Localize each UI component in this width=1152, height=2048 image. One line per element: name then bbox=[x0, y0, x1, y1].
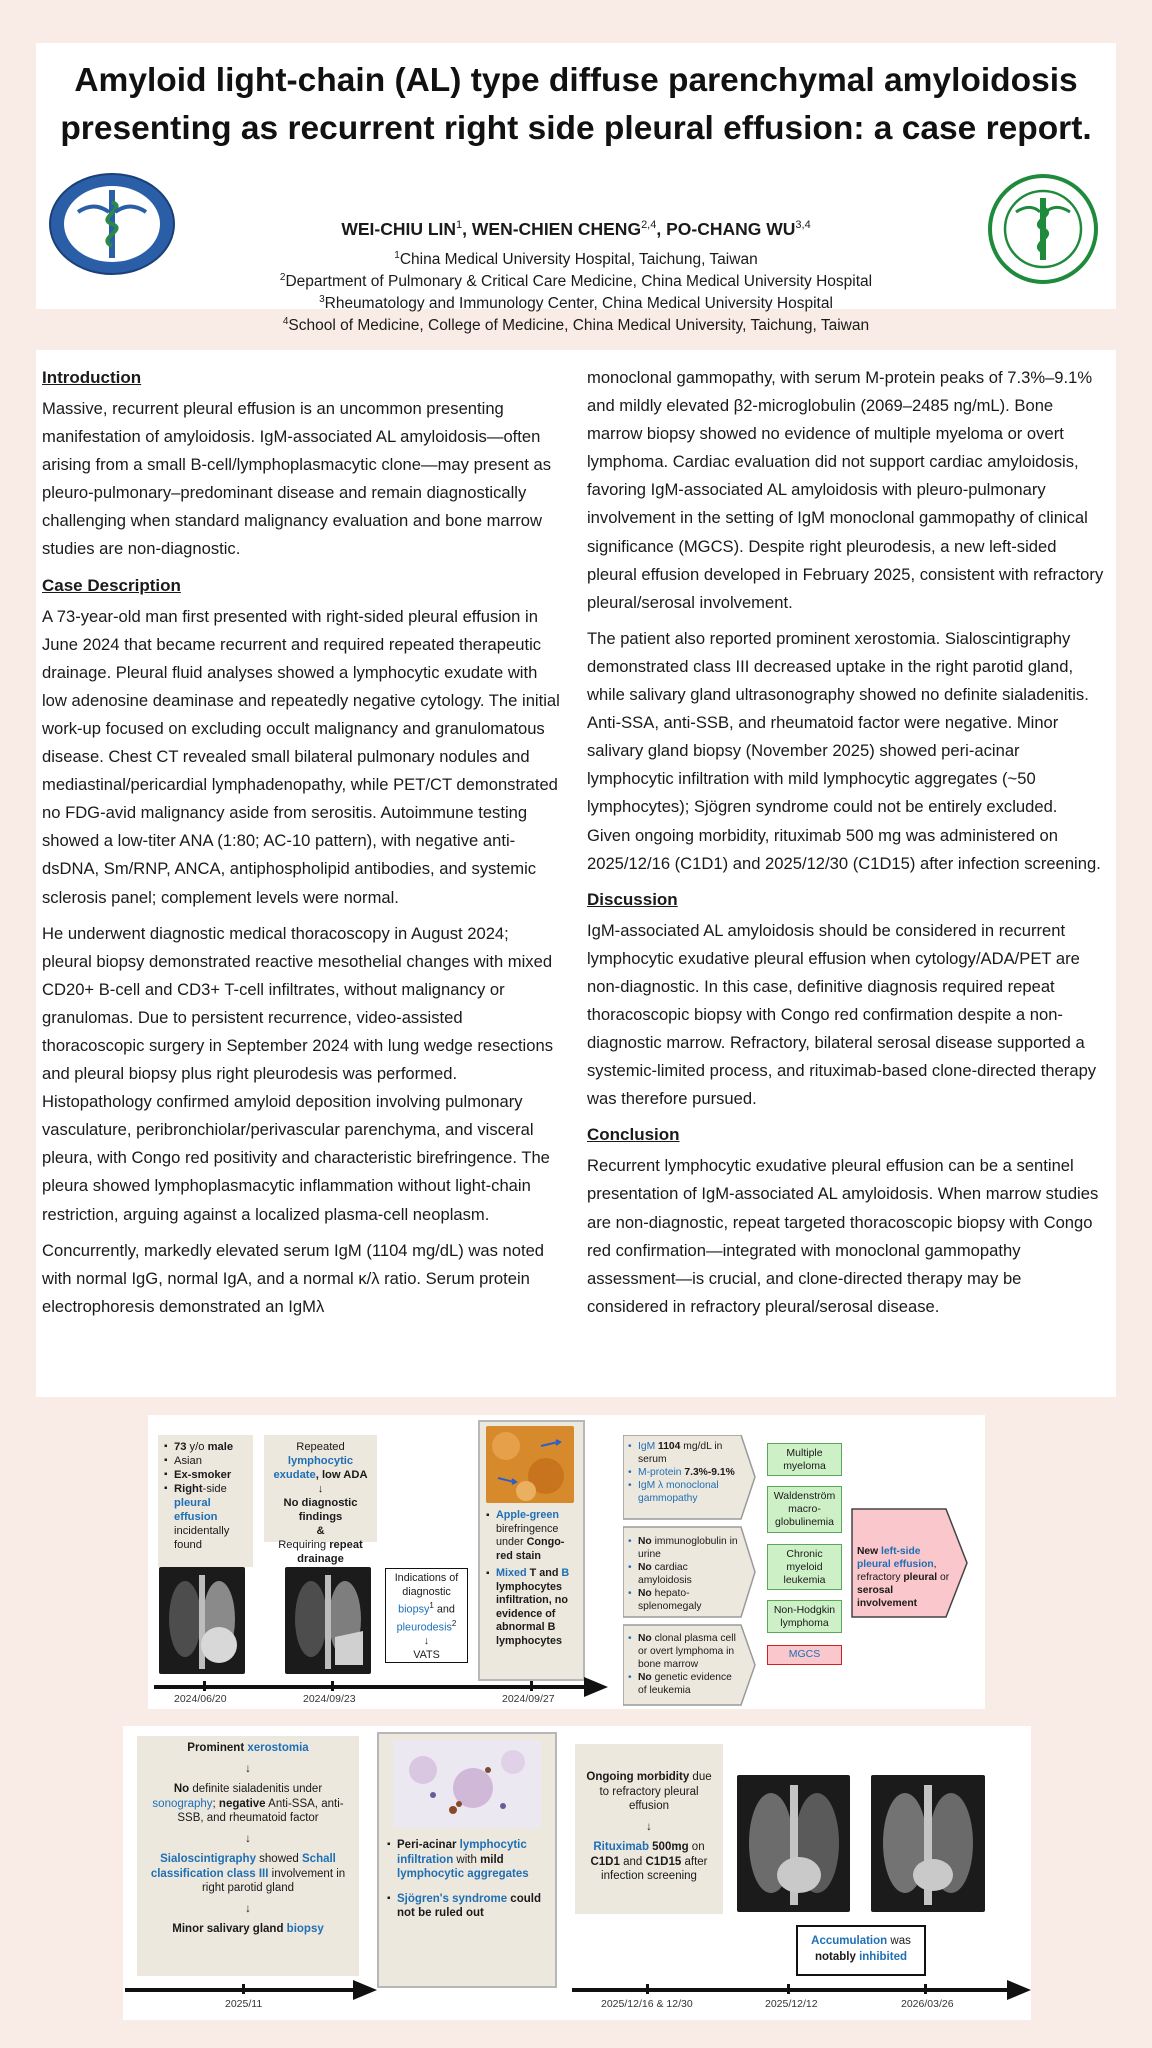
timeline-axis bbox=[572, 1988, 1012, 1992]
patient-ethnicity: ▪ Asian bbox=[164, 1454, 247, 1468]
case-paragraph-3-cont: monoclonal gammopathy, with serum M-protein peaks of 7.3%–9.1% and mildly elevated β2-microglobulin (2069–2485 ng/mL). Bone marrow biopsy showed no evidence of multiple myeloma or overt lymphoma. Cardiac evaluation did not support cardiac amyloidosis, favoring IgM-associated AL amyloidosis with pleuro-pulmonary involvement in the setting of IgM monoclonal gammopathy of clinical significance (MGCS). Despite right pleurodesis, a new left-sided pleural effusion developed in February 2025, consistent with refractory pleural/serosal involvement. bbox=[587, 368, 1104, 612]
left-column bbox=[42, 364, 560, 1329]
igm-level: • IgM 1104 mg/dL in serum bbox=[628, 1440, 738, 1466]
patient-age: ▪ 73 y/o male bbox=[164, 1440, 247, 1454]
rituximab-box: Ongoing morbidity due to refractory pleural effusion ↓ Rituximab 500mg on C1D1 and C1D15 after infection screening bbox=[575, 1744, 723, 1914]
affiliation bbox=[36, 294, 1116, 313]
timeline-axis bbox=[154, 1685, 590, 1689]
affiliation bbox=[36, 250, 1116, 269]
timeline-date: 2025/12/16 & 12/30 bbox=[601, 1998, 693, 2010]
diff-cml: Chronic myeloid leukemia bbox=[767, 1544, 842, 1590]
poster-header bbox=[36, 43, 1116, 335]
lymphocytes-item: ▪ Mixed T and B lymphocytes infiltration, no evidence of abnormal B lymphocytes bbox=[486, 1567, 577, 1648]
chest-xray-image bbox=[285, 1567, 371, 1674]
accumulation-box: Accumulation was notably inhibited bbox=[796, 1925, 926, 1976]
case-paragraph-3: Concurrently, markedly elevated serum IgM (1104 mg/dL) was noted with normal IgG, normal IgA, and a normal κ/λ ratio. Serum protein electrophoresis demonstrated an IgMλ bbox=[42, 1240, 545, 1316]
timeline-date: 2026/03/26 bbox=[901, 1998, 954, 2010]
diff-waldenstrom: Waldenström macro-globulinemia bbox=[767, 1486, 842, 1533]
drainage-box: Repeated lymphocytic exudate, low ADA ↓ No diagnostic findings & Requiring repeat drainage bbox=[264, 1435, 377, 1542]
diff-nhl: Non-Hodgkin lymphoma bbox=[767, 1600, 842, 1633]
timeline-date: 2025/11 bbox=[225, 1998, 263, 2010]
introduction-heading: Introduction bbox=[42, 368, 142, 387]
timeline-tick bbox=[924, 1984, 927, 1994]
timeline-date: 2024/09/23 bbox=[303, 1693, 356, 1705]
sjogren-item: ▪ Sjögren's syndrome could not be ruled out bbox=[387, 1892, 547, 1921]
right-column bbox=[587, 364, 1105, 1329]
case-paragraph-2: He underwent diagnostic medical thoracoscopy in August 2024; pleural biopsy demonstrated reactive mesothelial changes with mixed CD20+ B-cell and CD3+ T-cell infiltrates, without malignancy or granulomas. Due to persistent recurrence, video-assisted thoracoscopic surgery in September 2024 with lung wedge resections and pleural biopsy plus right pleurodesis was performed. Histopathology confirmed amyloid deposition involving pulmonary vasculature, peribronchiolar/perivascular parenchyma, and visceral pleura, with Congo red positivity and characteristic birefringence. The pleura showed lymphoplasmacytic inflammation without light-chain restriction, arguing against a localized plasma-cell neoplasm. bbox=[42, 923, 554, 1224]
timeline-tick bbox=[646, 1984, 649, 1994]
affil-sup: 4 bbox=[282, 316, 289, 327]
marrow-findings bbox=[628, 1632, 740, 1697]
case-paragraph-1: A 73-year-old man first presented with right-sided pleural effusion in June 2024 that became recurrent and required repeated therapeutic drainage. Pleural fluid analyses showed a lymphocytic exudate with low adenosine deaminase and repeatedly negative cytology. The initial work-up focused on excluding occult malignancy and granulomatous disease. Chest CT revealed small bilateral pulmonary nodules and mediastinal/pericardial lymphadenopathy, while PET/CT demonstrated no FDG-avid malignancy aside from serositis. Autoimmune testing showed a low-titer ANA (1:80; AC-10 pattern), with negative anti-dsDNA, Sm/RNP, ANCA, antiphospholipid antibodies, and systemic sclerosis panel; complement levels were normal. bbox=[42, 606, 560, 907]
title-line-2: presenting as recurrent right side pleural effusion: a case report. bbox=[60, 110, 1092, 147]
timeline-tick bbox=[242, 1984, 245, 1994]
patient-box bbox=[158, 1435, 253, 1567]
timeline-date: 2025/12/12 bbox=[765, 1998, 818, 2010]
mgcs-box: MGCS bbox=[767, 1645, 842, 1665]
author-name: WEI-CHIU LIN bbox=[341, 219, 457, 239]
genetic-finding: • No genetic evidence of leukemia bbox=[628, 1671, 740, 1697]
down-arrow-icon: ↓ bbox=[646, 1820, 652, 1833]
chest-xray-image bbox=[737, 1775, 850, 1912]
igm-lambda: • IgM λ monoclonal gammopathy bbox=[628, 1479, 738, 1505]
congo-red-histology-image bbox=[486, 1426, 574, 1503]
pathology-box bbox=[478, 1420, 585, 1681]
mprotein-level: • M-protein 7.3%-9.1% bbox=[628, 1466, 738, 1479]
cardiac-finding: • No cardiac amyloidosis bbox=[628, 1561, 740, 1587]
timeline-panel-2 bbox=[123, 1726, 1031, 2020]
title-line-1: Amyloid light-chain (AL) type diffuse parenchymal amyloidosis bbox=[74, 62, 1078, 99]
down-arrow-icon: ↓ bbox=[245, 1762, 251, 1775]
affiliation bbox=[36, 316, 1116, 335]
xerostomia-box: Prominent xerostomia ↓ No definite sialadenitis under sonography; negative Anti-SSA, anti-SSB, and rheumatoid factor ↓ Sialoscintigraphy showed Schall classification class III involvement in right parotid gland ↓ Minor salivary gland biopsy bbox=[137, 1736, 359, 1976]
infiltration-item: ▪ Peri-acinar lymphocytic infiltration with mild lymphocytic aggregates bbox=[387, 1838, 547, 1882]
timeline-tick bbox=[203, 1681, 206, 1691]
salivary-pathology-box bbox=[377, 1732, 557, 1988]
affil-text: Department of Pulmonary & Critical Care Medicine, China Medical University Hospital bbox=[285, 273, 873, 291]
author-sup: 2,4 bbox=[641, 219, 657, 232]
down-arrow-icon: ↓ bbox=[423, 1635, 430, 1648]
authors-line: WEI-CHIU LIN$^1$, WEN-CHIEN CHENG$^{2,4}$, PO-CHANG WU$^{3,4}$ bbox=[341, 219, 811, 239]
conclusion-heading: Conclusion bbox=[587, 1125, 680, 1145]
affil-sup: 1 bbox=[394, 250, 400, 261]
chest-xray-image bbox=[871, 1775, 985, 1912]
case-paragraph-4: The patient also reported prominent xerostomia. Sialoscintigraphy demonstrated class III decreased uptake in the right parotid gland, while salivary gland ultrasonography showed no definite sialadenitis. Anti-SSA, anti-SSB, and rheumatoid factor were negative. Minor salivary gland biopsy (November 2025) showed peri-acinar lymphocytic infiltration with mild lymphocytic aggregates (~50 lymphocytes); Sjögren syndrome could not be entirely excluded. Given ongoing morbidity, rituximab 500 mg was administered on 2025/12/16 (C1D1) and 2025/12/30 (C1D15) after infection screening. bbox=[587, 628, 1101, 873]
timeline-tick bbox=[787, 1984, 790, 1994]
affil-sup: 3 bbox=[319, 294, 325, 305]
poster-body bbox=[36, 350, 1116, 1397]
urine-finding: • No immunoglobulin in urine bbox=[628, 1535, 740, 1561]
author-name: PO-CHANG WU bbox=[666, 219, 796, 239]
diff-multiple-myeloma: Multiple myeloma bbox=[767, 1443, 842, 1476]
patient-effusion: ▪ Right-side pleural effusion incidentally found bbox=[164, 1482, 247, 1552]
timeline-date: 2024/09/27 bbox=[502, 1693, 555, 1705]
patient-smoking: ▪ Ex-smoker bbox=[164, 1468, 247, 1482]
indications-box: Indications of diagnostic biopsy$^1$ and pleurodesis$^2$ ↓ VATS bbox=[385, 1568, 468, 1663]
timeline-arrowhead-icon bbox=[1007, 1980, 1031, 2000]
affil-text: China Medical University Hospital, Taichung, Taiwan bbox=[399, 251, 758, 269]
introduction-text: Massive, recurrent pleural effusion is an uncommon presenting manifestation of amyloidosis. IgM-associated AL amyloidosis—often arising from a small B-cell/lymphoplasmacytic clone—may present as pleuro-pulmonary–predominant disease and remain diagnostically challenging when standard malignancy evaluation and bone marrow studies are non-diagnostic. bbox=[42, 399, 552, 559]
marrow-finding: • No clonal plasma cell or overt lymphoma in bone marrow bbox=[628, 1632, 740, 1671]
timeline-tick bbox=[331, 1681, 334, 1691]
chest-xray-image bbox=[159, 1567, 245, 1674]
timeline-date: 2024/06/20 bbox=[174, 1693, 227, 1705]
conclusion-text: Recurrent lymphocytic exudative pleural effusion can be a sentinel presentation of IgM-associated AL amyloidosis. When marrow studies are non-diagnostic, repeat targeted thoracoscopic biopsy with Congo red confirmation—integrated with monoclonal gammopathy assessment—is crucial, and clone-directed therapy may be considered in refractory pleural/serosal disease. bbox=[587, 1156, 1099, 1316]
result-text: New left-side pleural effusion, refractory pleural or serosal involvement bbox=[857, 1546, 950, 1609]
author-sup: 3,4 bbox=[795, 219, 811, 232]
salivary-histology-image bbox=[393, 1740, 541, 1828]
timeline-panel-1 bbox=[148, 1415, 985, 1709]
affil-text: School of Medicine, College of Medicine, China Medical University, Taichung, Taiwan bbox=[288, 317, 870, 335]
poster-title bbox=[36, 57, 1116, 153]
timeline-axis bbox=[125, 1988, 357, 1992]
timeline-tick bbox=[530, 1681, 533, 1691]
down-arrow-icon: ↓ bbox=[245, 1832, 251, 1845]
affil-text: Rheumatology and Immunology Center, China Medical University Hospital bbox=[324, 295, 833, 313]
case-heading: Case Description bbox=[42, 575, 181, 595]
negative-findings bbox=[628, 1535, 740, 1613]
affiliation bbox=[36, 272, 1116, 291]
down-arrow-icon: ↓ bbox=[317, 1483, 324, 1495]
down-arrow-icon: ↓ bbox=[245, 1902, 251, 1915]
serum-findings bbox=[628, 1440, 738, 1505]
discussion-text: IgM-associated AL amyloidosis should be considered in recurrent lymphocytic exudative pleural effusion when cytology/ADA/PET are non-diagnostic. In this case, definitive diagnosis required repeat thoracoscopic biopsy with Congo red confirmation despite a non-diagnostic marrow. Refractory, bilateral serosal disease supported a systemic-limited process, and rituximab-based clone-directed therapy was therefore pursued. bbox=[587, 920, 1097, 1109]
birefringence-item: ▪ Apple-green birefringence under Congo-red stain bbox=[486, 1509, 577, 1563]
author-sup: 1 bbox=[456, 219, 463, 232]
spleen-finding: • No hepato-splenomegaly bbox=[628, 1587, 740, 1613]
affil-sup: 2 bbox=[279, 272, 286, 283]
timeline-arrowhead-icon bbox=[584, 1677, 608, 1697]
discussion-heading: Discussion bbox=[587, 889, 678, 909]
timeline-arrowhead-icon bbox=[353, 1980, 377, 2000]
author-name: WEN-CHIEN CHENG bbox=[471, 219, 642, 239]
